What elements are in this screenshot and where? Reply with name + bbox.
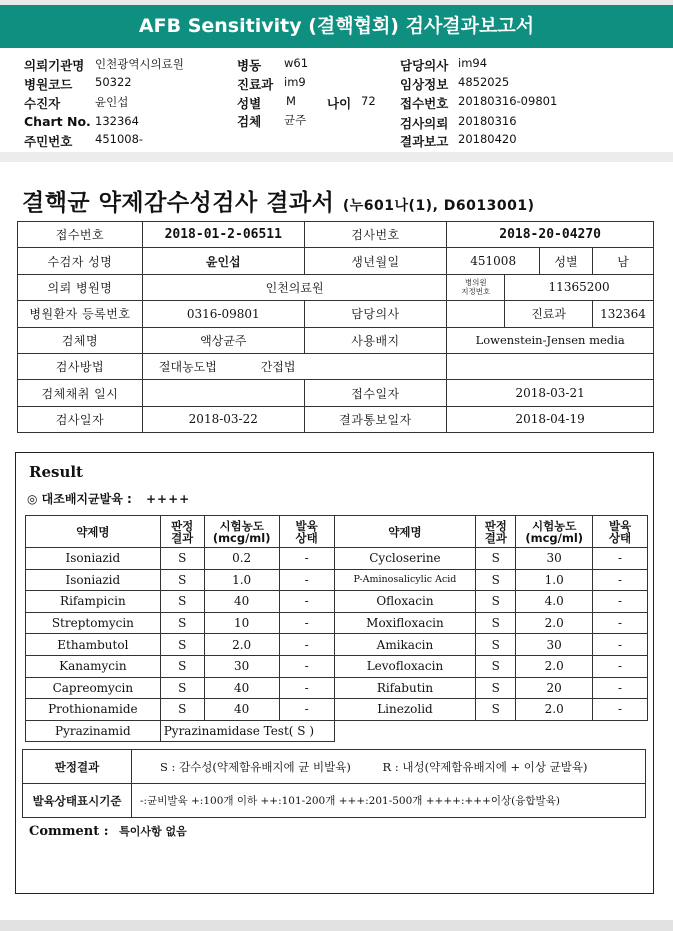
pyrazinamid-row xyxy=(26,720,648,742)
test-no-value: 2018-20-04270 xyxy=(447,222,654,248)
hospital-code-label-2: 지정번호 xyxy=(461,287,491,297)
specimen-name-label: 검체명 xyxy=(18,327,143,353)
table-row xyxy=(26,569,648,591)
col-conc-1: 시험농도 xyxy=(219,518,264,533)
request-label: 검사의뢰 xyxy=(400,116,449,131)
col-judge xyxy=(160,516,204,548)
report-title-bar xyxy=(0,5,673,48)
col-growth-right xyxy=(593,516,648,548)
hospital-code-label xyxy=(447,274,505,300)
concentration-right: 30 xyxy=(516,634,593,656)
drug-name: Rifampicin xyxy=(26,591,161,613)
chart-label: Chart No. xyxy=(24,114,91,129)
result-value: S xyxy=(160,612,204,634)
col-judge-2: 결과 xyxy=(171,530,194,545)
concentration: 1.0 xyxy=(204,569,279,591)
test-date-value: 2018-03-22 xyxy=(142,406,304,432)
table-row xyxy=(18,274,654,300)
result-value: S xyxy=(160,548,204,570)
result-value: S xyxy=(160,591,204,613)
method-blank xyxy=(447,353,654,379)
ssn-label: 주민번호 xyxy=(24,134,73,149)
concentration-right: 30 xyxy=(516,548,593,570)
result-title: Result xyxy=(29,463,83,481)
legend-judge-r: R : 내성(약제함유배지에 + 이상 균발육) xyxy=(382,759,588,774)
hospital-value: 인천광역시의료원 xyxy=(95,57,184,71)
drug-name: Streptomycin xyxy=(26,612,161,634)
legend-judge-s: S : 감수성(약제함유배지에 균 비발육) xyxy=(160,759,351,774)
growth-status: - xyxy=(279,655,334,677)
age-value: 72 xyxy=(361,94,376,108)
concentration: 0.2 xyxy=(204,548,279,570)
col-judge-right-1: 판정 xyxy=(484,518,507,533)
drug-name-right: P-Aminosalicylic Acid xyxy=(334,569,476,591)
collection-label: 검체채취 일시 xyxy=(18,380,143,406)
growth-status-right: - xyxy=(593,655,648,677)
drug-name: Isoniazid xyxy=(26,569,161,591)
table-row xyxy=(26,677,648,699)
hospital-code-value: 11365200 xyxy=(505,274,654,300)
col-drug: 약제명 xyxy=(26,516,161,548)
table-row xyxy=(26,591,648,613)
report-value: 20180420 xyxy=(458,132,517,146)
patient-detail-table xyxy=(17,221,654,433)
col-growth-2: 상태 xyxy=(295,530,318,545)
ward-label: 병동 xyxy=(237,58,262,73)
name-label: 수검자 성명 xyxy=(18,248,143,274)
registration-value: 0316-09801 xyxy=(142,301,304,327)
growth-status-right: - xyxy=(593,548,648,570)
doctor-value: im94 xyxy=(458,56,488,70)
control-growth xyxy=(27,490,190,507)
drug-name-right: Levofloxacin xyxy=(334,655,476,677)
concentration: 10 xyxy=(204,612,279,634)
col-judge-1: 판정 xyxy=(171,518,194,533)
ward-value: w61 xyxy=(284,56,309,70)
drug-name-right: Amikacin xyxy=(334,634,476,656)
growth-status-right: - xyxy=(593,591,648,613)
scanned-document xyxy=(0,162,673,920)
drug-name-right: Cycloserine xyxy=(334,548,476,570)
notify-label: 결과통보일자 xyxy=(304,406,447,432)
growth-status-right: - xyxy=(593,569,648,591)
drug-name-right: Ofloxacin xyxy=(334,591,476,613)
department-value: 132364 xyxy=(592,301,653,327)
col-drug-right: 약제명 xyxy=(334,516,476,548)
growth-status: - xyxy=(279,569,334,591)
table-row xyxy=(18,248,654,274)
concentration-right: 1.0 xyxy=(516,569,593,591)
registration-label: 병원환자 등록번호 xyxy=(18,301,143,327)
legend-judge-label: 판정결과 xyxy=(23,750,132,784)
drug-name: Capreomycin xyxy=(26,677,161,699)
sex-value: M xyxy=(286,94,296,108)
receipt-value: 20180316-09801 xyxy=(458,94,558,108)
col-growth xyxy=(279,516,334,548)
result-value: S xyxy=(160,634,204,656)
hospital-label: 의뢰기관명 xyxy=(24,58,85,73)
growth-status: - xyxy=(279,699,334,721)
growth-status-right: - xyxy=(593,634,648,656)
drug-name-right: Moxifloxacin xyxy=(334,612,476,634)
hospital-name-label: 의뢰 병원명 xyxy=(18,274,143,300)
result-value: S xyxy=(160,569,204,591)
patient-label: 수진자 xyxy=(24,96,61,111)
receipt-no-value: 2018-01-2-06511 xyxy=(142,222,304,248)
legend-growth-label: 발육상태표시기준 xyxy=(23,784,132,818)
sex-label: 성별 xyxy=(540,248,593,274)
result-value-right: S xyxy=(476,677,516,699)
col-growth-right-2: 상태 xyxy=(608,530,632,545)
result-value: S xyxy=(160,655,204,677)
legend-growth-value: -:균비발육 +:100개 이하 ++:101-200개 +++:201-500개 ++++:+++이상(융합발육) xyxy=(132,784,646,818)
drug-rows xyxy=(26,548,648,721)
concentration-right: 2.0 xyxy=(516,612,593,634)
document-title-main: 결핵균 약제감수성검사 결과서 xyxy=(22,190,335,216)
comment-label: Comment : xyxy=(29,824,109,839)
drug-name: Kanamycin xyxy=(26,655,161,677)
col-growth-right-1: 발육 xyxy=(608,518,632,533)
comment-value: 특이사항 없음 xyxy=(119,825,187,838)
sex-label: 성별 xyxy=(237,96,262,111)
table-row xyxy=(18,380,654,406)
result-value: S xyxy=(160,677,204,699)
drug-name-right: Rifabutin xyxy=(334,677,476,699)
hospital-code-label-1: 병의원 xyxy=(464,278,487,288)
concentration: 40 xyxy=(204,699,279,721)
drug-name: Isoniazid xyxy=(26,548,161,570)
receipt-no-label: 접수번호 xyxy=(18,222,143,248)
report-title: AFB Sensitivity (결핵협회) 검사결과보고서 xyxy=(138,15,535,37)
growth-status: - xyxy=(279,677,334,699)
request-value: 20180316 xyxy=(458,114,517,128)
bottom-strip xyxy=(0,920,673,931)
col-conc xyxy=(204,516,279,548)
attending-doctor-label: 담당의사 xyxy=(304,301,447,327)
table-row xyxy=(26,612,648,634)
concentration: 40 xyxy=(204,591,279,613)
concentration: 30 xyxy=(204,655,279,677)
method-value-2: 간접법 xyxy=(260,360,296,375)
col-judge-right xyxy=(476,516,516,548)
receipt-label: 접수번호 xyxy=(400,96,449,111)
birth-label: 생년월일 xyxy=(304,248,447,274)
concentration-right: 20 xyxy=(516,677,593,699)
pyrazinamid-blank xyxy=(334,720,647,742)
growth-status: - xyxy=(279,591,334,613)
code-value: 50322 xyxy=(95,75,132,89)
growth-status-right: - xyxy=(593,612,648,634)
result-section xyxy=(15,452,654,894)
method-label: 검사방법 xyxy=(18,353,143,379)
received-label: 접수일자 xyxy=(304,380,447,406)
legend-row-judge xyxy=(23,750,646,784)
sex-value: 남 xyxy=(592,248,653,274)
growth-status: - xyxy=(279,612,334,634)
chart-value: 132364 xyxy=(95,114,139,128)
col-conc-right-1: 시험농도 xyxy=(531,518,577,533)
medium-value: Lowenstein-Jensen media xyxy=(447,327,654,353)
clinical-label: 임상정보 xyxy=(400,77,449,92)
control-growth-value: ++++ xyxy=(145,492,191,506)
result-value-right: S xyxy=(476,569,516,591)
concentration: 2.0 xyxy=(204,634,279,656)
result-value-right: S xyxy=(476,612,516,634)
specimen-name-value: 액상균주 xyxy=(142,327,304,353)
specimen-value: 균주 xyxy=(284,113,307,127)
drug-name: Ethambutol xyxy=(26,634,161,656)
name-value: 윤인섭 xyxy=(142,248,304,274)
patient-value: 윤인섭 xyxy=(95,95,129,109)
test-no-label: 검사번호 xyxy=(304,222,447,248)
drug-name: Prothionamide xyxy=(26,699,161,721)
dept-label: 진료과 xyxy=(237,77,274,92)
department-label: 진료과 xyxy=(505,301,593,327)
growth-status-right: - xyxy=(593,677,648,699)
growth-status-right: - xyxy=(593,699,648,721)
attending-doctor-value xyxy=(447,301,505,327)
dept-value: im9 xyxy=(284,75,306,89)
table-row xyxy=(18,327,654,353)
col-conc-right xyxy=(516,516,593,548)
doctor-label: 담당의사 xyxy=(400,58,449,73)
table-row xyxy=(26,655,648,677)
drug-name-right: Linezolid xyxy=(334,699,476,721)
patient-info-panel xyxy=(0,48,673,152)
result-value-right: S xyxy=(476,591,516,613)
clinical-value: 4852025 xyxy=(458,75,510,89)
legend-judge-value xyxy=(132,750,646,784)
table-row xyxy=(18,406,654,432)
document-title-sub: (누601나(1), D6013001) xyxy=(342,198,535,214)
pyrazinamid-value: Pyrazinamidase Test( S ) xyxy=(160,720,334,742)
legend-row-growth xyxy=(23,784,646,818)
growth-status: - xyxy=(279,548,334,570)
col-conc-right-2: (mcg/ml) xyxy=(525,530,584,545)
concentration: 40 xyxy=(204,677,279,699)
table-row xyxy=(18,301,654,327)
document-title xyxy=(22,184,534,217)
pyrazinamid-label: Pyrazinamid xyxy=(26,720,161,742)
table-row xyxy=(26,699,648,721)
table-row xyxy=(18,353,654,379)
col-judge-right-2: 결과 xyxy=(484,530,507,545)
control-growth-label: ◎ 대조배지균발육 : xyxy=(27,492,132,506)
legend-table xyxy=(22,749,646,818)
result-value: S xyxy=(160,699,204,721)
section-gap xyxy=(0,152,673,162)
method-value xyxy=(142,353,446,379)
received-value: 2018-03-21 xyxy=(447,380,654,406)
collection-value xyxy=(142,380,304,406)
medium-label: 사용배지 xyxy=(304,327,447,353)
ssn-value: 451008- xyxy=(95,132,144,146)
test-date-label: 검사일자 xyxy=(18,406,143,432)
result-value-right: S xyxy=(476,548,516,570)
concentration-right: 2.0 xyxy=(516,699,593,721)
result-value-right: S xyxy=(476,655,516,677)
birth-value: 451008 xyxy=(447,248,540,274)
table-row xyxy=(26,548,648,570)
notify-value: 2018-04-19 xyxy=(447,406,654,432)
growth-status: - xyxy=(279,634,334,656)
age-label: 나이 xyxy=(327,96,352,111)
hospital-name-value: 인천의료원 xyxy=(142,274,446,300)
code-label: 병원코드 xyxy=(24,77,73,92)
table-header-row xyxy=(26,516,648,548)
col-conc-2: (mcg/ml) xyxy=(212,530,271,545)
method-value-1: 절대농도법 xyxy=(158,360,217,375)
table-row xyxy=(18,222,654,248)
col-growth-1: 발육 xyxy=(295,518,318,533)
specimen-label: 검체 xyxy=(237,114,262,129)
concentration-right: 2.0 xyxy=(516,655,593,677)
drug-sensitivity-table xyxy=(25,515,648,742)
concentration-right: 4.0 xyxy=(516,591,593,613)
result-value-right: S xyxy=(476,634,516,656)
report-label: 결과보고 xyxy=(400,134,449,149)
table-row xyxy=(26,634,648,656)
result-value-right: S xyxy=(476,699,516,721)
comment xyxy=(29,823,187,839)
